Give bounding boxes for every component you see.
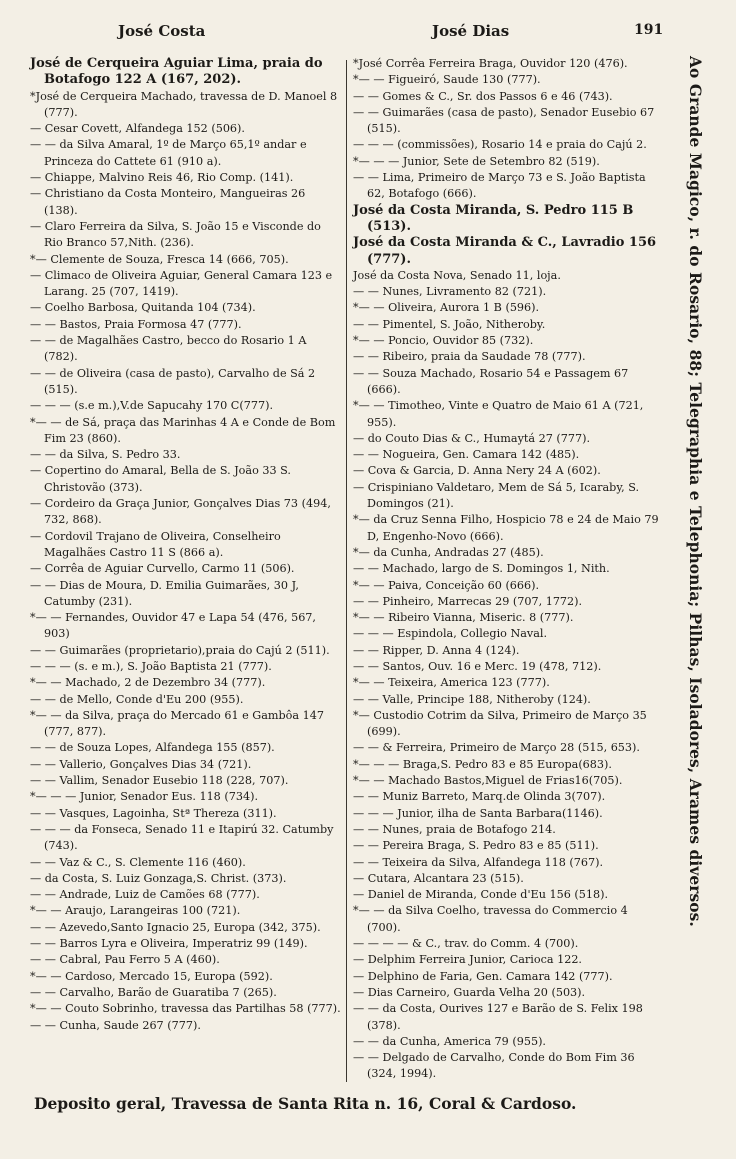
column-divider — [346, 60, 347, 1082]
directory-entry: — — Vallerio, Gonçalves Dias 34 (721). — [30, 757, 252, 771]
directory-entry: *— — Cardoso, Mercado 15, Europa (592). — [30, 969, 273, 983]
directory-entry: *— — Timotheo, Vinte e Quatro de Maio 61 A (721, 955). — [353, 399, 644, 429]
directory-entry: — — de Souza Lopes, Alfandega 155 (857). — [30, 741, 275, 755]
directory-entry: — — Valle, Principe 188, Nitheroby (124). — [353, 692, 591, 706]
header-left-name: José Costa — [118, 22, 206, 40]
directory-entry: *— da Cunha, Andradas 27 (485). — [353, 545, 544, 559]
directory-entry: *— — Ribeiro Vianna, Miseric. 8 (777). — [353, 611, 574, 625]
directory-entry: *— — Figueiró, Saude 130 (777). — [353, 73, 541, 87]
directory-entry: — — — (s. e m.), S. João Baptista 21 (777). — [30, 659, 272, 673]
directory-entry: — — Vasques, Lagoinha, Stª Thereza (311). — [30, 806, 277, 820]
directory-entry: José de Cerqueira Aguiar Lima, praia do Botafogo 122 A (167, 202). — [30, 56, 323, 88]
directory-entry: — Cordeiro da Graça Junior, Gonçalves Dias 73 (494, 732, 868). — [30, 497, 331, 527]
directory-entry: — — — (s.e m.),V.de Sapucahy 170 C(777). — [30, 399, 273, 413]
directory-entry: — — Cunha, Saude 267 (777). — [30, 1018, 201, 1032]
directory-entry: — — Ribeiro, praia da Saudade 78 (777). — [353, 350, 586, 364]
directory-entry: *— Custodio Cotrim da Silva, Primeiro de Março 35 (699). — [353, 708, 647, 739]
header-right-name: José Dias — [432, 22, 510, 40]
directory-entry: — — Bastos, Praia Formosa 47 (777). — [30, 317, 242, 331]
directory-entry: — — Ripper, D. Anna 4 (124). — [353, 643, 520, 657]
directory-entry: — Dias Carneiro, Guarda Velha 20 (503). — [353, 985, 586, 999]
directory-entry: — — Barros Lyra e Oliveira, Imperatriz 99 (149). — [30, 937, 308, 951]
directory-entry: — — — Espindola, Collegio Naval. — [353, 627, 548, 641]
page-number: 191 — [634, 22, 664, 38]
directory-entry: — — Teixeira da Silva, Alfandega 118 (767). — [353, 855, 604, 869]
directory-entry: — — — da Fonseca, Senado 11 e Itapirú 32. Catumby (743). — [30, 822, 334, 853]
directory-entry: — Copertino do Amaral, Bella de S. João 33 S. Christovão (373). — [30, 464, 291, 494]
directory-entry: — — Muniz Barreto, Marq.de Olinda 3(707). — [353, 790, 606, 804]
directory-entry: *José de Cerqueira Machado, travessa de D. Manoel 8 (777). — [30, 89, 338, 119]
directory-entry: — — Gomes & C., Sr. dos Passos 6 e 46 (743). — [353, 89, 613, 103]
directory-entry: — — Carvalho, Barão de Guaratiba 7 (265). — [30, 985, 277, 999]
directory-entry: *— — Fernandes, Ouvidor 47 e Lapa 54 (476, 567, 903) — [30, 611, 316, 641]
directory-entry: — — Pinheiro, Marrecas 29 (707, 1772). — [353, 594, 583, 608]
directory-entry: — Cutara, Alcantara 23 (515). — [353, 871, 524, 885]
directory-entry: — Delphino de Faria, Gen. Camara 142 (777). — [353, 969, 613, 983]
directory-entry: — — Guimarães (proprietario),praia do Cajú 2 (511). — [30, 643, 330, 657]
directory-entry: — Cesar Covett, Alfandega 152 (506). — [30, 122, 245, 136]
directory-entry: *— — Machado, 2 de Dezembro 34 (777). — [30, 676, 266, 690]
directory-entry: — Claro Ferreira da Silva, S. João 15 e Visconde do Rio Branco 57,Nith. (236). — [30, 219, 321, 250]
directory-entry: José da Costa Miranda & C., Lavradio 156 (777). — [353, 235, 657, 267]
left-column — [30, 56, 342, 1034]
directory-entry: *José Corrêa Ferreira Braga, Ouvidor 120 (476). — [353, 57, 628, 70]
directory-entry: — — Andrade, Luiz de Camões 68 (777). — [30, 888, 260, 902]
directory-entry: — Crispiniano Valdetaro, Mem de Sá 5, Icaraby, S. Domingos (21). — [353, 480, 640, 511]
side-advertisement: Ao Grande Magico, r. do Rosario, 88; Telegraphia e Telephonia; Pilhas, Isoladores, Arames diversos. — [686, 56, 704, 927]
directory-entry: — Cordovil Trajano de Oliveira, Conselheiro Magalhães Castro 11 S (866 a). — [30, 529, 281, 559]
directory-entry: — Christiano da Costa Monteiro, Mangueiras 26 (138). — [30, 187, 306, 217]
directory-entry: *— — da Silva, praça do Mercado 61 e Gambôa 147 (777, 877). — [30, 708, 324, 739]
directory-entry: *— — Oliveira, Aurora 1 B (596). — [353, 301, 540, 315]
directory-entry: — Corrêa de Aguiar Curvello, Carmo 11 (506). — [30, 562, 295, 576]
directory-entry: — — Guimarães (casa de pasto), Senador Eusebio 67 (515). — [353, 105, 655, 136]
directory-entry: — — Azevedo,Santo Ignacio 25, Europa (342, 375). — [30, 920, 321, 934]
directory-entry: José da Costa Nova, Senado 11, loja. — [353, 268, 561, 282]
directory-entry: — — Nunes, praia de Botafogo 214. — [353, 822, 556, 836]
directory-entry: — Daniel de Miranda, Conde d'Eu 156 (518). — [353, 888, 609, 902]
directory-entry: *— — Poncio, Ouvidor 85 (732). — [353, 334, 534, 348]
directory-entry: — — de Oliveira (casa de pasto), Carvalho de Sá 2 (515). — [30, 366, 316, 396]
directory-entry: — — Machado, largo de S. Domingos 1, Nith. — [353, 562, 610, 576]
directory-entry: — da Costa, S. Luiz Gonzaga,S. Christ. (373). — [30, 871, 287, 885]
directory-entry: *— — — Junior, Sete de Setembro 82 (519). — [353, 154, 600, 168]
directory-entry: — — Souza Machado, Rosario 54 e Passagem 67 (666). — [353, 366, 629, 396]
directory-entry: — — Santos, Ouv. 16 e Merc. 19 (478, 712). — [353, 659, 602, 673]
directory-entry: — — Cabral, Pau Ferro 5 A (460). — [30, 953, 220, 967]
directory-entry: — — — — & C., trav. do Comm. 4 (700). — [353, 937, 579, 951]
directory-entry: — — Lima, Primeiro de Março 73 e S. João Baptista 62, Botafogo (666). — [353, 171, 646, 201]
directory-entry: — — de Mello, Conde d'Eu 200 (955). — [30, 692, 244, 706]
directory-entry: *— — Couto Sobrinho, travessa das Partilhas 58 (777). — [30, 1002, 341, 1016]
directory-entry: — — Pereira Braga, S. Pedro 83 e 85 (511). — [353, 839, 599, 853]
directory-entry: — Cova & Garcia, D. Anna Nery 24 A (602). — [353, 464, 601, 478]
directory-entry: *— — — Braga,S. Pedro 83 e 85 Europa(683). — [353, 757, 612, 771]
directory-entry: — do Couto Dias & C., Humaytá 27 (777). — [353, 431, 591, 445]
directory-entry: — — Vallim, Senador Eusebio 118 (228, 707). — [30, 774, 289, 788]
directory-entry: — — Nunes, Livramento 82 (721). — [353, 285, 547, 299]
right-column — [353, 56, 661, 1083]
directory-entry: — — de Magalhães Castro, becco do Rosario 1 A (782). — [30, 334, 307, 364]
directory-entry: — Coelho Barbosa, Quitanda 104 (734). — [30, 301, 256, 315]
directory-entry: — — & Ferreira, Primeiro de Março 28 (515, 653). — [353, 741, 640, 755]
directory-entry: — — da Cunha, America 79 (955). — [353, 1034, 546, 1048]
directory-entry: *— — — Junior, Senador Eus. 118 (734). — [30, 790, 258, 804]
directory-entry: *— Clemente de Souza, Fresca 14 (666, 705). — [30, 252, 289, 266]
directory-entry: *— — Paiva, Conceição 60 (666). — [353, 578, 540, 592]
directory-entry: *— — Araujo, Larangeiras 100 (721). — [30, 904, 241, 918]
directory-entry: — Delphim Ferreira Junior, Carioca 122. — [353, 953, 582, 967]
directory-entry: *— da Cruz Senna Filho, Hospicio 78 e 24 de Maio 79 D, Engenho-Novo (666). — [353, 513, 659, 543]
directory-entry: — — Dias de Moura, D. Emilia Guimarães, 30 J, Catumby (231). — [30, 578, 299, 608]
directory-entry: — — da Silva, S. Pedro 33. — [30, 448, 181, 462]
directory-entry: — — Delgado de Carvalho, Conde do Bom Fim 36 (324, 1994). — [353, 1051, 635, 1081]
directory-entry: — — — (commissões), Rosario 14 e praia do Cajú 2. — [353, 138, 647, 152]
directory-entry: — Chiappe, Malvino Reis 46, Rio Comp. (141). — [30, 171, 294, 185]
directory-entry: — — Pimentel, S. João, Nitheroby. — [353, 317, 546, 331]
directory-entry: — Climaco de Oliveira Aguiar, General Camara 123 e Larang. 25 (707, 1419). — [30, 268, 333, 299]
directory-entry: — — da Costa, Ourives 127 e Barão de S. Felix 198 (378). — [353, 1002, 643, 1032]
directory-entry: — — Nogueira, Gen. Camara 142 (485). — [353, 448, 580, 462]
running-header — [0, 22, 736, 46]
directory-entry: *— — de Sá, praça das Marinhas 4 A e Conde de Bom Fim 23 (860). — [30, 415, 336, 445]
directory-entry: *— — da Silva Coelho, travessa do Commercio 4 (700). — [353, 904, 628, 934]
directory-entry: *— — Teixeira, America 123 (777). — [353, 676, 550, 690]
directory-entry: — — Vaz & C., S. Clemente 116 (460). — [30, 855, 246, 869]
directory-entry: *— — Machado Bastos,Miguel de Frias16(705). — [353, 774, 623, 788]
directory-entry: — — — Junior, ilha de Santa Barbara(1146). — [353, 806, 603, 820]
footer-advertisement: Deposito geral, Travessa de Santa Rita n. 16, Coral & Cardoso. — [34, 1094, 577, 1113]
directory-entry: José da Costa Miranda, S. Pedro 115 B (513). — [353, 202, 634, 234]
directory-entry: — — da Silva Amaral, 1º de Março 65,1º andar e Princeza do Cattete 61 (910 a). — [30, 138, 307, 168]
